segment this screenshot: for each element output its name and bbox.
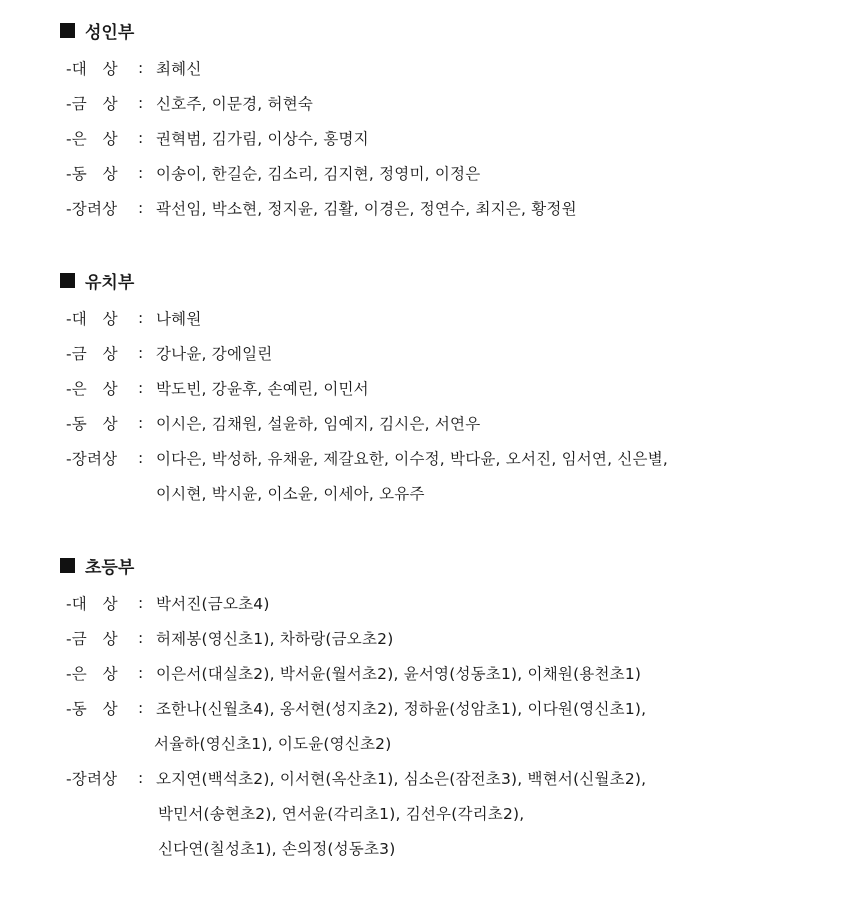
colon: : xyxy=(138,769,144,787)
award-names: 이다은, 박성하, 유채윤, 제갈요한, 이수정, 박다윤, 오서진, 임서연, 신은별, xyxy=(156,450,669,468)
award-names-continued: 박민서(송현초2), 연서윤(각리초1), 김선우(각리초2), xyxy=(158,805,525,823)
square-bullet-icon xyxy=(60,23,75,38)
award-label: -장려상 xyxy=(66,200,118,218)
square-bullet-icon xyxy=(60,558,75,573)
award-names-continued: 신다연(칠성초1), 손의정(성동초3) xyxy=(158,840,396,858)
award-row-encouragement xyxy=(66,197,577,219)
award-row-gold xyxy=(66,342,272,364)
award-names: 박도빈, 강윤후, 손예린, 이민서 xyxy=(156,380,369,398)
award-row-encouragement xyxy=(66,767,646,789)
award-names: 조한나(신월초4), 옹서현(성지초2), 정하윤(성암초1), 이다원(영신초1), xyxy=(156,700,647,718)
award-row-encouragement xyxy=(66,447,668,469)
award-label: -금 상 xyxy=(66,345,118,363)
award-names: 박서진(금오초4) xyxy=(156,595,270,613)
award-names: 권혁범, 김가림, 이상수, 홍명지 xyxy=(156,130,369,148)
award-label: -대 상 xyxy=(66,310,118,328)
award-row-gold xyxy=(66,92,313,114)
award-names: 이은서(대실초2), 박서윤(월서초2), 윤서영(성동초1), 이채원(용천초1) xyxy=(156,665,642,683)
award-names-continued: 서율하(영신초1), 이도윤(영신초2) xyxy=(154,735,392,753)
award-label: -대 상 xyxy=(66,60,118,78)
award-row-bronze xyxy=(66,162,480,184)
award-row-bronze xyxy=(66,412,480,434)
award-row-silver xyxy=(66,377,369,399)
award-names-continued: 이시현, 박시윤, 이소윤, 이세아, 오유주 xyxy=(156,485,425,503)
award-row-grand xyxy=(66,307,202,329)
colon: : xyxy=(138,164,144,182)
award-names: 최혜신 xyxy=(156,60,202,78)
award-names: 이송이, 한길순, 김소리, 김지현, 정영미, 이정은 xyxy=(156,165,481,183)
award-label: -은 상 xyxy=(66,380,118,398)
award-label: -금 상 xyxy=(66,630,118,648)
section-title-text: 유치부 xyxy=(85,272,135,293)
award-row-gold xyxy=(66,627,393,649)
colon: : xyxy=(138,59,144,77)
award-label: -장려상 xyxy=(66,450,118,468)
award-label: -동 상 xyxy=(66,165,118,183)
section-title xyxy=(60,268,134,292)
award-names: 나혜원 xyxy=(156,310,202,328)
award-names: 곽선임, 박소현, 정지윤, 김활, 이경은, 정연수, 최지은, 황정원 xyxy=(156,200,577,218)
award-label: -은 상 xyxy=(66,130,118,148)
colon: : xyxy=(138,594,144,612)
award-names: 신호주, 이문경, 허현숙 xyxy=(156,95,314,113)
award-names: 허제봉(영신초1), 차하랑(금오초2) xyxy=(156,630,394,648)
colon: : xyxy=(138,414,144,432)
colon: : xyxy=(138,199,144,217)
award-label: -동 상 xyxy=(66,415,118,433)
award-names: 오지연(백석초2), 이서현(옥산초1), 심소은(잠전초3), 백현서(신월초2), xyxy=(156,770,647,788)
section-title xyxy=(60,553,134,577)
award-row-grand xyxy=(66,592,270,614)
colon: : xyxy=(138,379,144,397)
colon: : xyxy=(138,94,144,112)
award-row-silver xyxy=(66,127,369,149)
colon: : xyxy=(138,309,144,327)
section-title-text: 성인부 xyxy=(85,22,135,43)
square-bullet-icon xyxy=(60,273,75,288)
colon: : xyxy=(138,629,144,647)
award-label: -은 상 xyxy=(66,665,118,683)
award-row-grand xyxy=(66,57,202,79)
award-label: -장려상 xyxy=(66,770,118,788)
colon: : xyxy=(138,699,144,717)
section-title-text: 초등부 xyxy=(85,557,135,578)
colon: : xyxy=(138,129,144,147)
award-row-bronze xyxy=(66,697,646,719)
award-label: -대 상 xyxy=(66,595,118,613)
section-title xyxy=(60,18,134,42)
award-label: -금 상 xyxy=(66,95,118,113)
award-names: 이시은, 김채원, 설윤하, 임예지, 김시은, 서연우 xyxy=(156,415,481,433)
colon: : xyxy=(138,344,144,362)
colon: : xyxy=(138,664,144,682)
award-row-silver xyxy=(66,662,641,684)
award-label: -동 상 xyxy=(66,700,118,718)
award-names: 강나윤, 강에일린 xyxy=(156,345,273,363)
colon: : xyxy=(138,449,144,467)
